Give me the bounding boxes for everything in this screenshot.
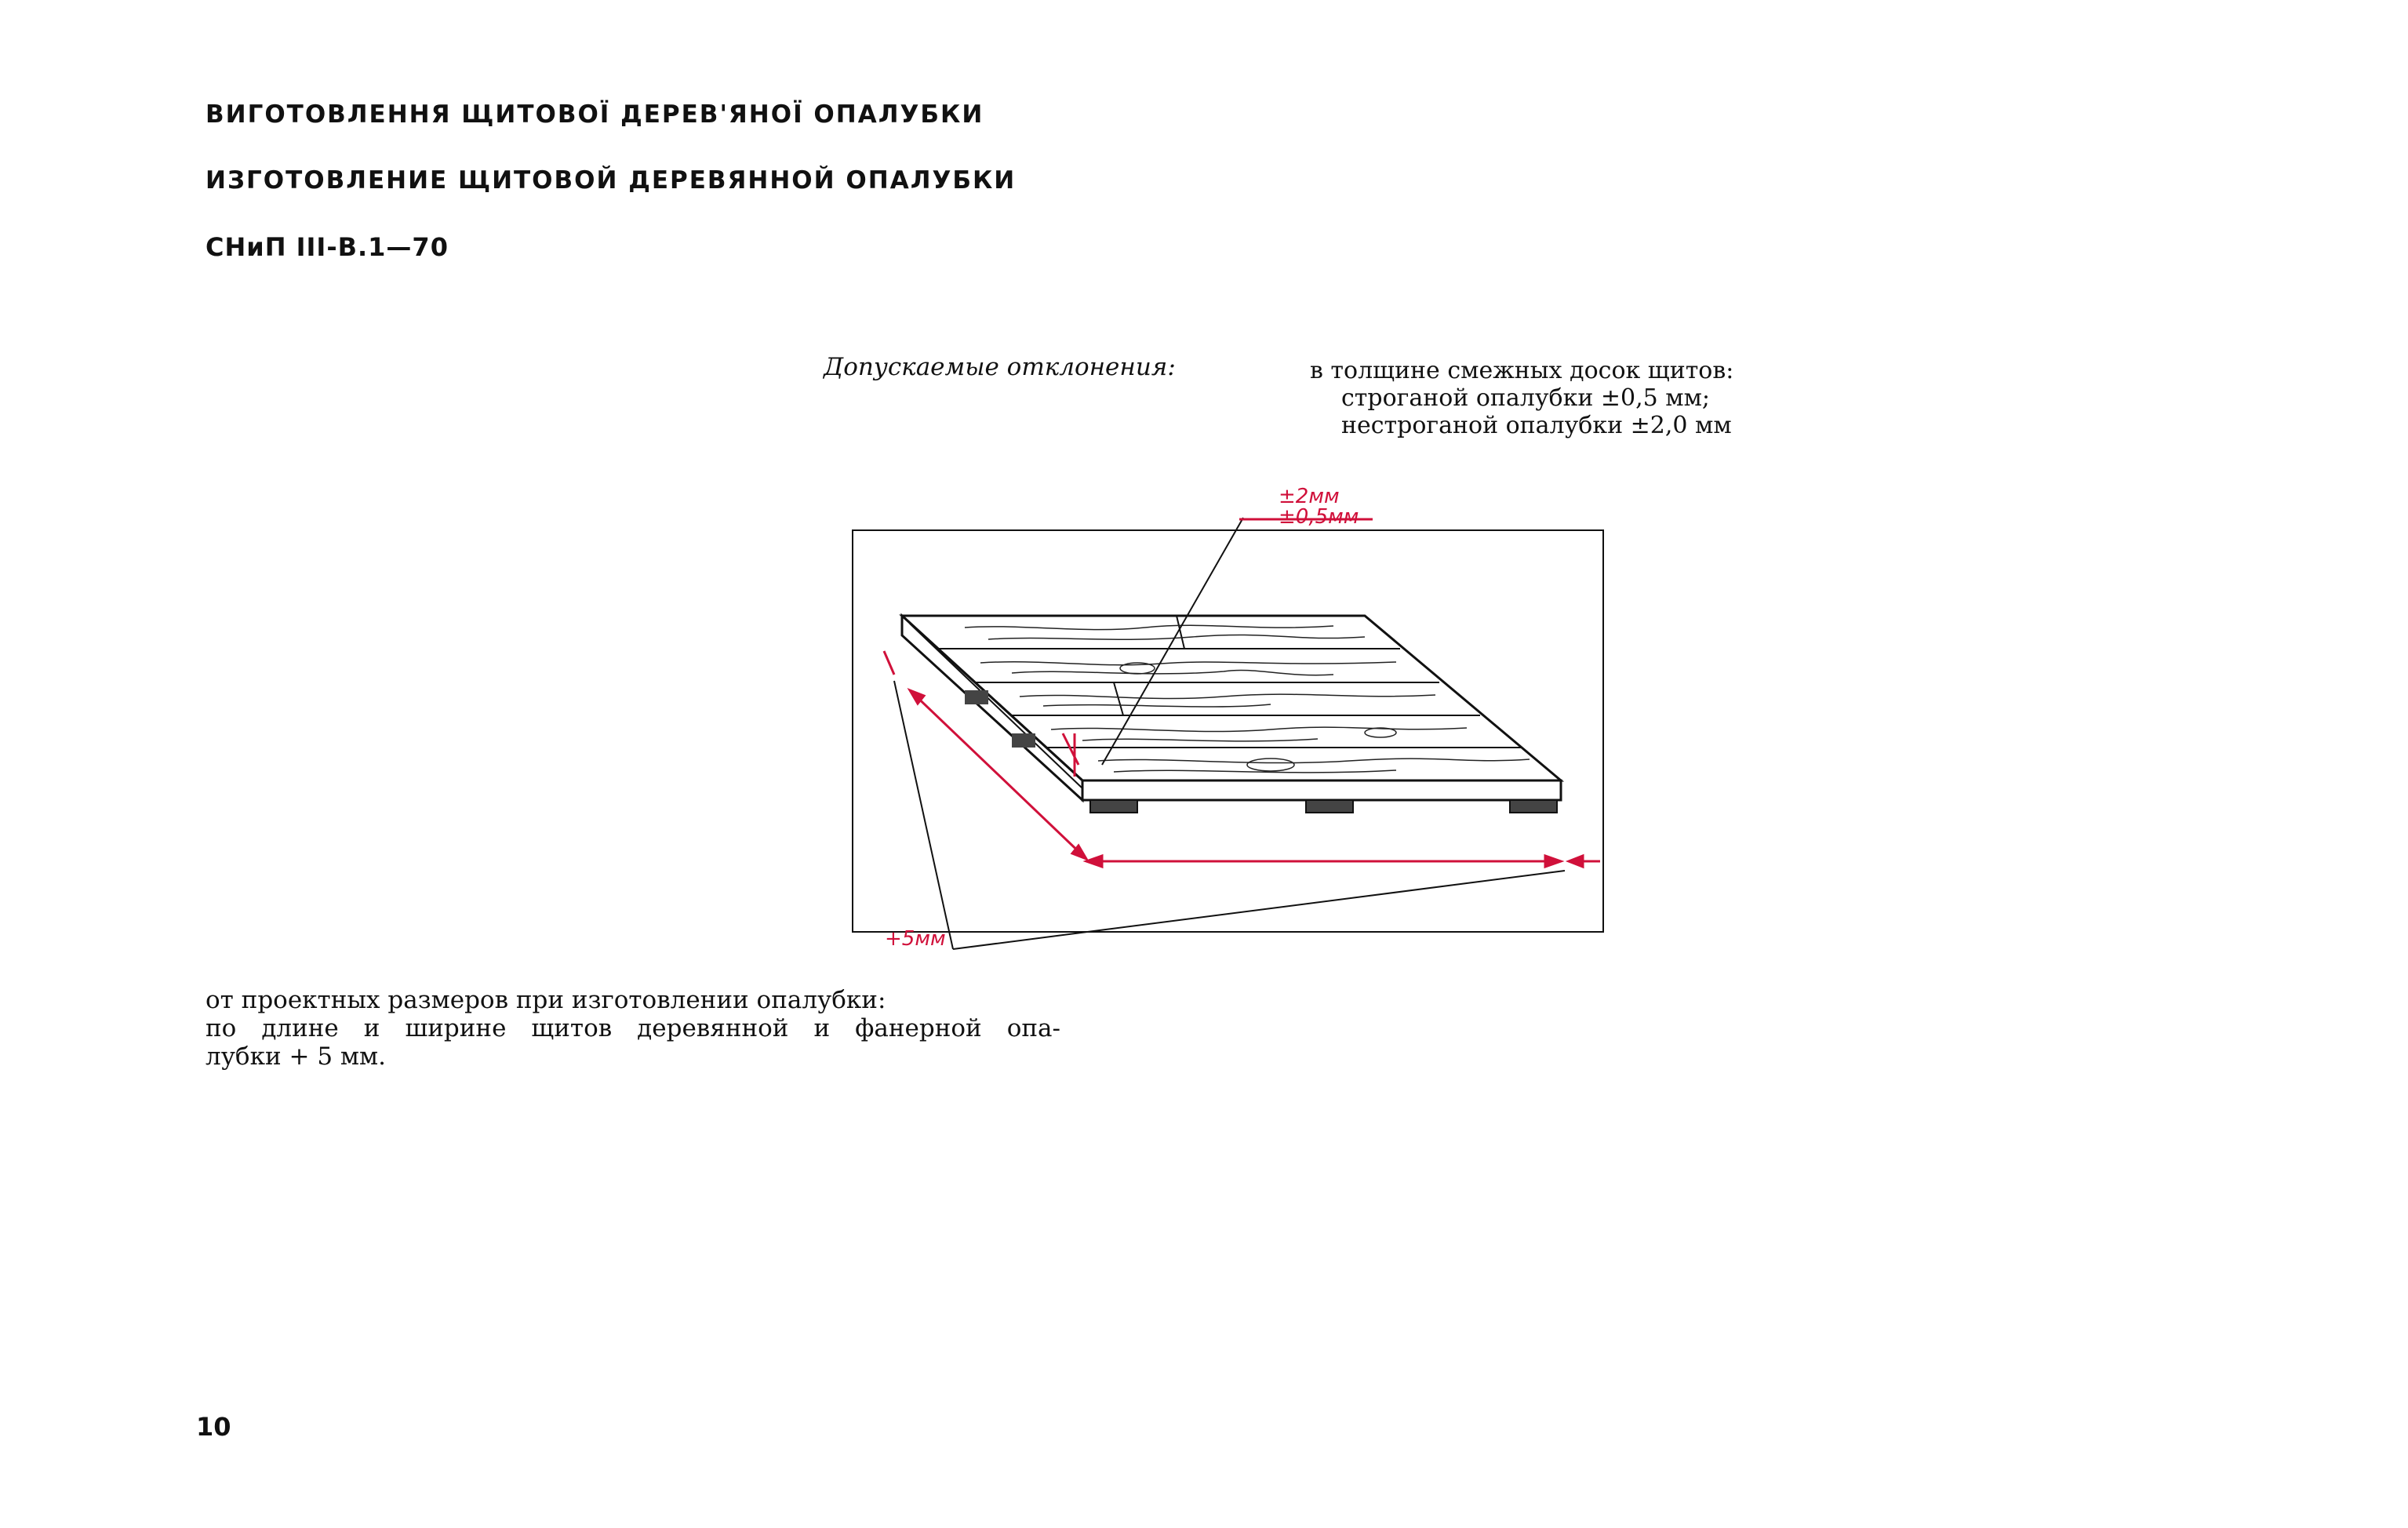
batten-front-left — [1090, 800, 1137, 813]
panel-top-surface — [902, 616, 1561, 780]
length-leader-line-2 — [953, 871, 1565, 949]
planed-tolerance: строганой опалубки ±0,5 мм; — [1341, 384, 1711, 412]
footer-line-2: по длине и ширине щитов деревянной и фанерной опа- — [206, 1014, 1060, 1042]
panel-front-face — [1082, 780, 1561, 800]
page-number: 10 — [196, 1412, 231, 1442]
batten-side-1 — [965, 690, 988, 704]
allowed-deviations-label: Допускаемые отклонения: — [824, 353, 1176, 381]
footer-line-1: от проектных размеров при изготовлении опалубки: — [206, 986, 886, 1014]
length-width-tolerance-text — [206, 986, 1060, 1071]
title-ukrainian: ВИГОТОВЛЕННЯ ЩИТОВОЇ ДЕРЕВ'ЯНОЇ ОПАЛУБКИ — [206, 100, 984, 129]
footer-line-3: лубки + 5 мм. — [206, 1042, 386, 1071]
callout-length-width: +5мм — [885, 927, 946, 951]
batten-side-2 — [1012, 733, 1035, 748]
callout-thickness-planed: ±0,5мм — [1279, 505, 1359, 529]
unplaned-tolerance: нестроганой опалубки ±2,0 мм — [1341, 412, 1732, 439]
length-leader-line-1 — [894, 681, 953, 949]
batten-front-middle — [1306, 800, 1353, 813]
batten-front-right — [1510, 800, 1557, 813]
thickness-heading: в толщине смежных досок щитов: — [1310, 357, 1734, 384]
standard-code: СНиП III-В.1—70 — [206, 232, 449, 262]
title-russian: ИЗГОТОВЛЕНИЕ ЩИТОВОЙ ДЕРЕВЯННОЙ ОПАЛУБКИ — [206, 166, 1017, 195]
callout-thickness-unplaned: ±2мм — [1279, 485, 1340, 508]
